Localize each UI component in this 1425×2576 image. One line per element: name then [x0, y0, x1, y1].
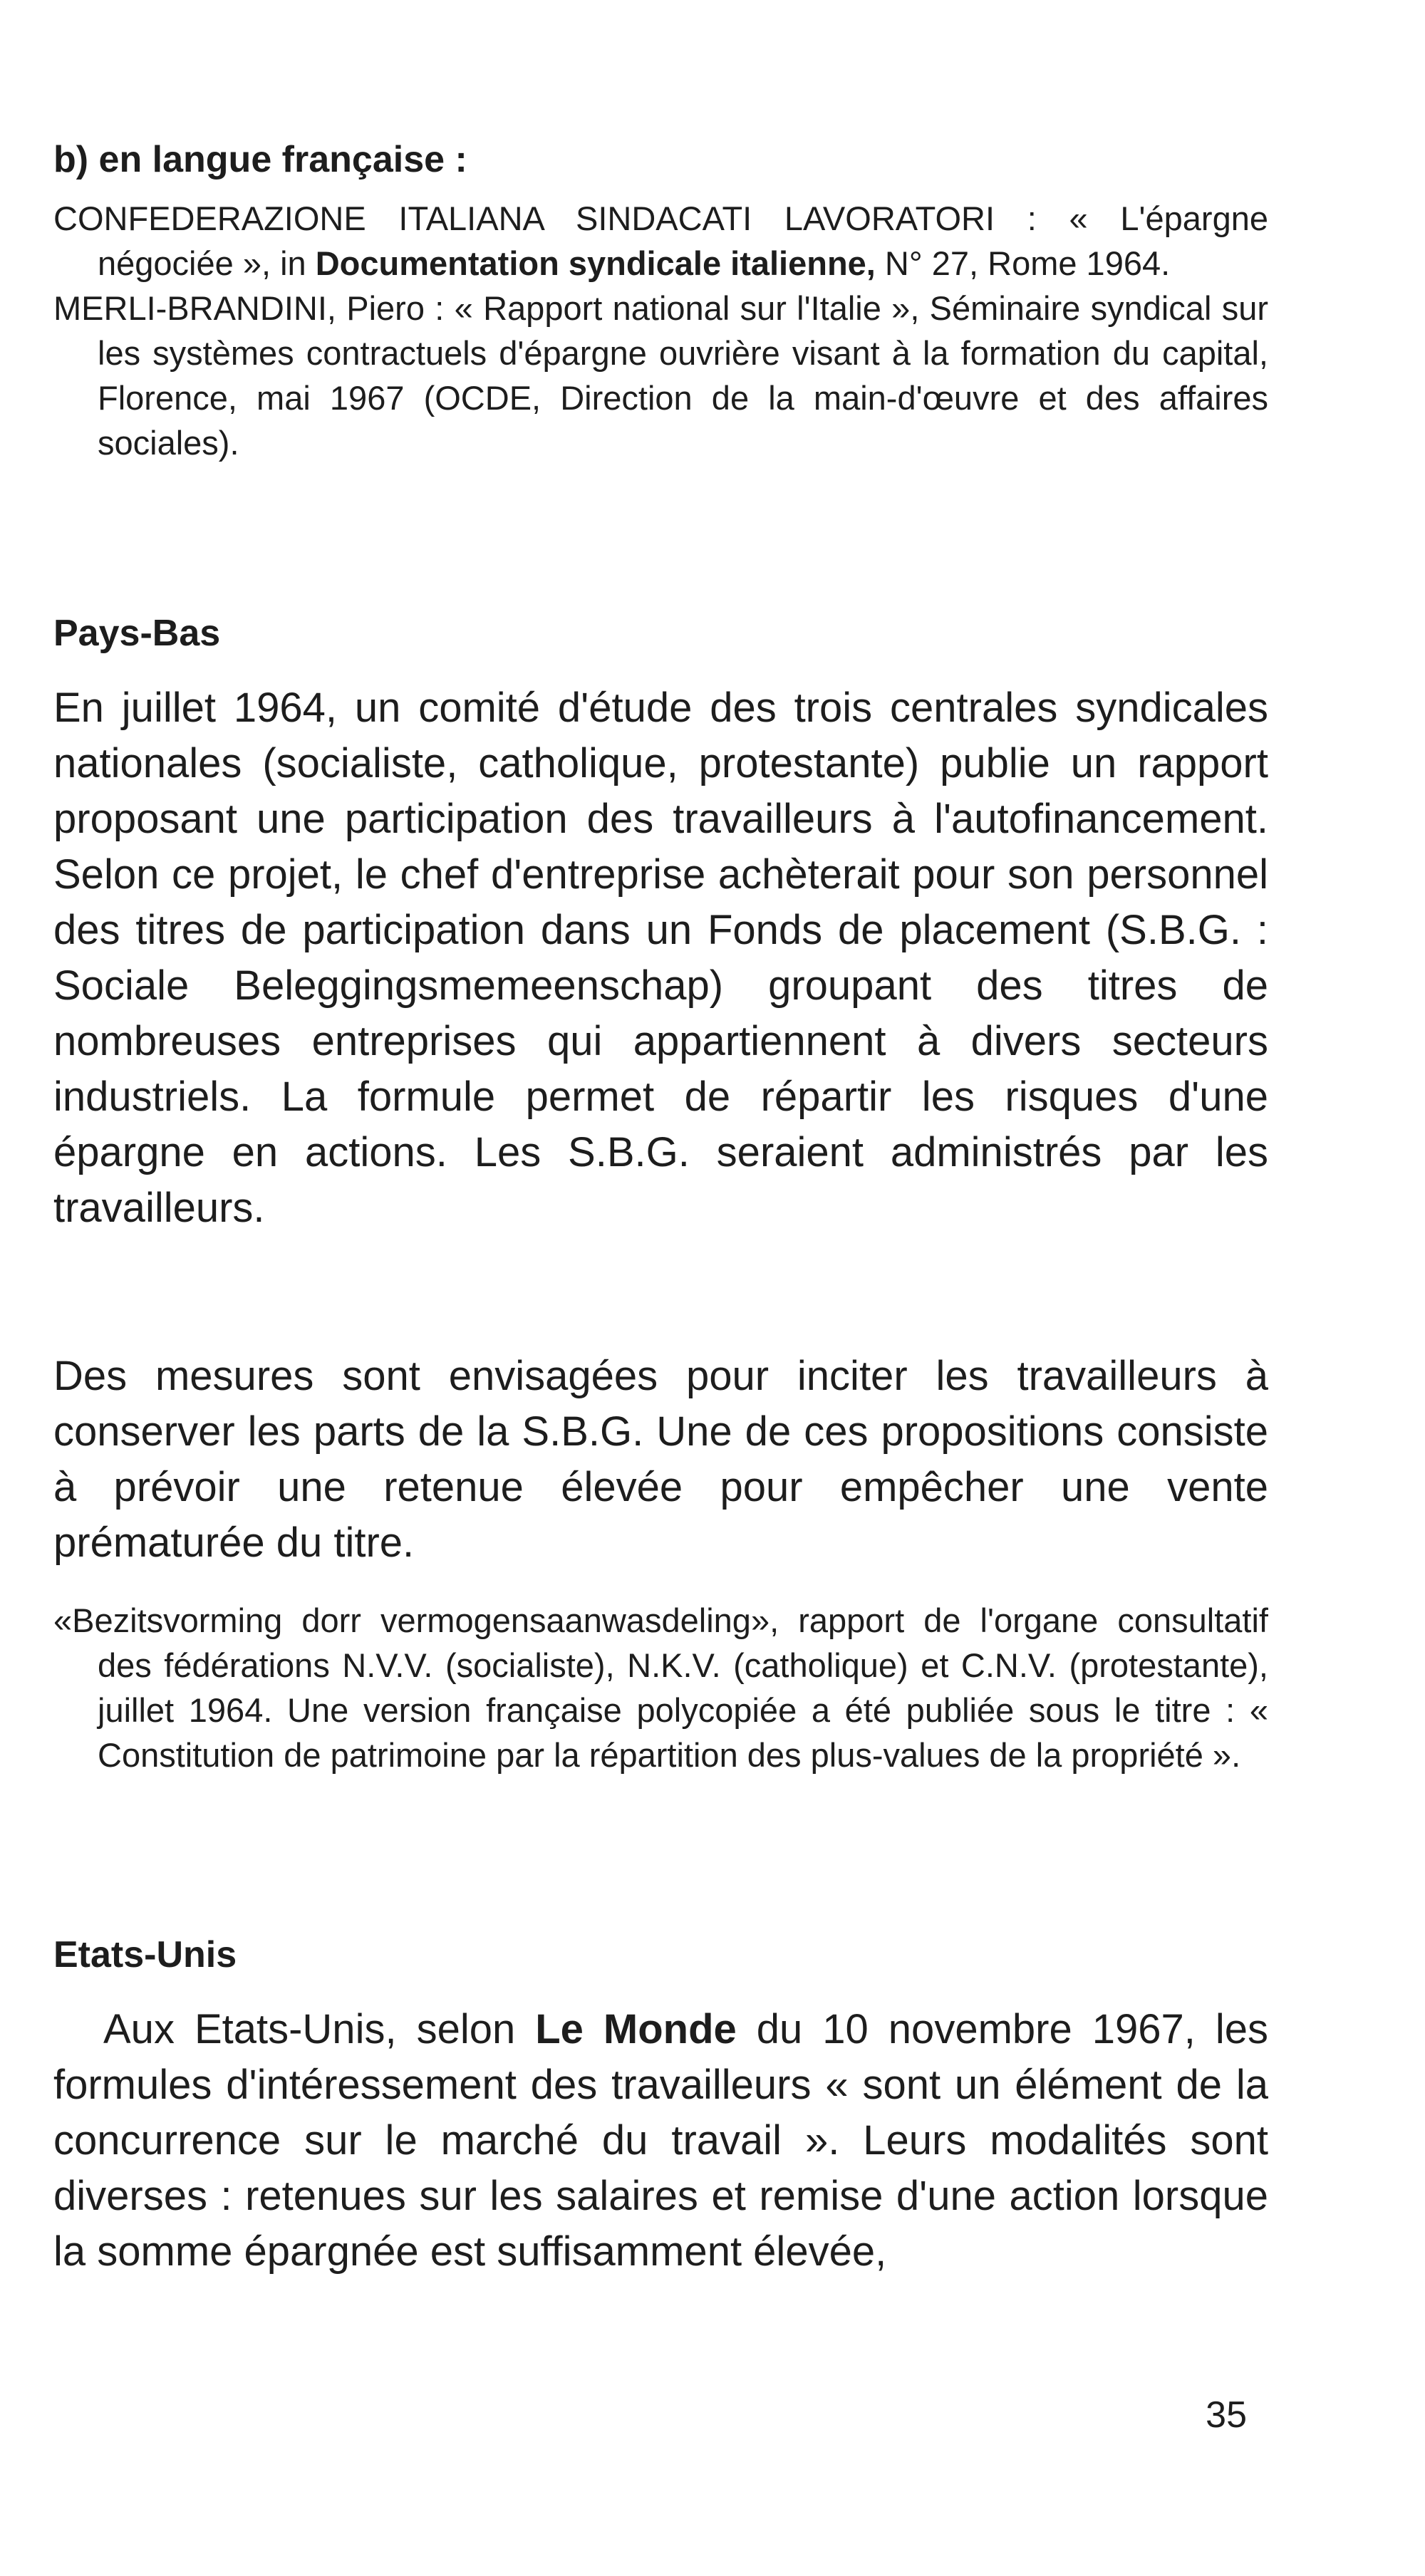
- le-monde-source: Le Monde: [535, 2006, 737, 2052]
- pays-bas-heading: Pays-Bas: [53, 613, 221, 654]
- french-language-heading: [53, 135, 1268, 184]
- pays-bas-reference-note: [53, 1598, 1268, 1777]
- italy-reference-list: [53, 196, 1268, 465]
- pays-bas-paragraph-1: En juillet 1964, un comité d'étude des trois centrales syndicales nationales (socialiste, catholique, protestante) publie un rapport proposant une participation des travailleurs à l'autofinancement. Selon ce projet, le chef d'entreprise achèterait pour son personnel des titres de participation dans un Fonds de placement (S.B.G. : Sociale Beleggingsmemeenschap) groupant des titres de nombreuses entreprises qui appartiennent à divers secteurs industriels. La formule permet de répartir les risques d'une épargne en actions. Les S.B.G. seraient administrés par les travailleurs.: [53, 685, 1268, 1231]
- pays-bas-paragraph-2: Des mesures sont envisagées pour inciter les travailleurs à conserver les parts de la S.B.G. Une de ces propositions consiste à prévoir une retenue élevée pour empêcher une vente prématurée du titre.: [53, 1353, 1268, 1566]
- etats-unis-heading: Etats-Unis: [53, 1934, 237, 1975]
- etats-unis-paragraph-text: [53, 2002, 1268, 2280]
- etats-unis-text-rest: du 10 novembre 1967, les formules d'intéressement des travailleurs « sont un élément de la concurrence sur le marché du travail ». Leurs modalités sont diverses : retenues sur les salaires et remise d'une action lorsque la somme épargnée est suffisamment élevée,: [53, 2006, 1268, 2275]
- reference-merli-brandini: MERLI-BRANDINI, Piero : « Rapport national sur l'Italie », Séminaire syndical sur les systèmes contractuels d'épargne ouvrière visant à la formation du capital, Florence, mai 1967 (OCDE, Direction de la main-d'œuvre et des affaires sociales).: [53, 289, 1268, 462]
- reference-cisl: [53, 196, 1268, 286]
- reference-bezitsvorming: «Bezitsvorming dorr vermogensaanwasdeling», rapport de l'organe consultatif des fédérations N.V.V. (socialiste), N.K.V. (catholique) et C.N.V. (protestante), juillet 1964. Une version française polycopiée a été publiée sous le titre : « Constitution de patrimoine par la répartition des plus-values de la propriété ».: [53, 1601, 1268, 1774]
- french-language-heading-text: b) en langue française :: [53, 139, 467, 180]
- etats-unis-text-start: Aux Etats-Unis, selon: [103, 2006, 536, 2052]
- reference-cisl-source: Documentation syndicale italienne,: [315, 244, 876, 282]
- reference-cisl-details: N° 27, Rome 1964.: [875, 244, 1171, 282]
- page-number: 35: [1206, 2394, 1247, 2436]
- reference-cisl-title: « L'épargne négociée », in: [98, 199, 1268, 282]
- reference-cisl-author: CONFEDERAZIONE ITALIANA SINDACATI LAVORATORI :: [53, 199, 1037, 237]
- etats-unis-paragraph: [53, 2002, 1268, 2280]
